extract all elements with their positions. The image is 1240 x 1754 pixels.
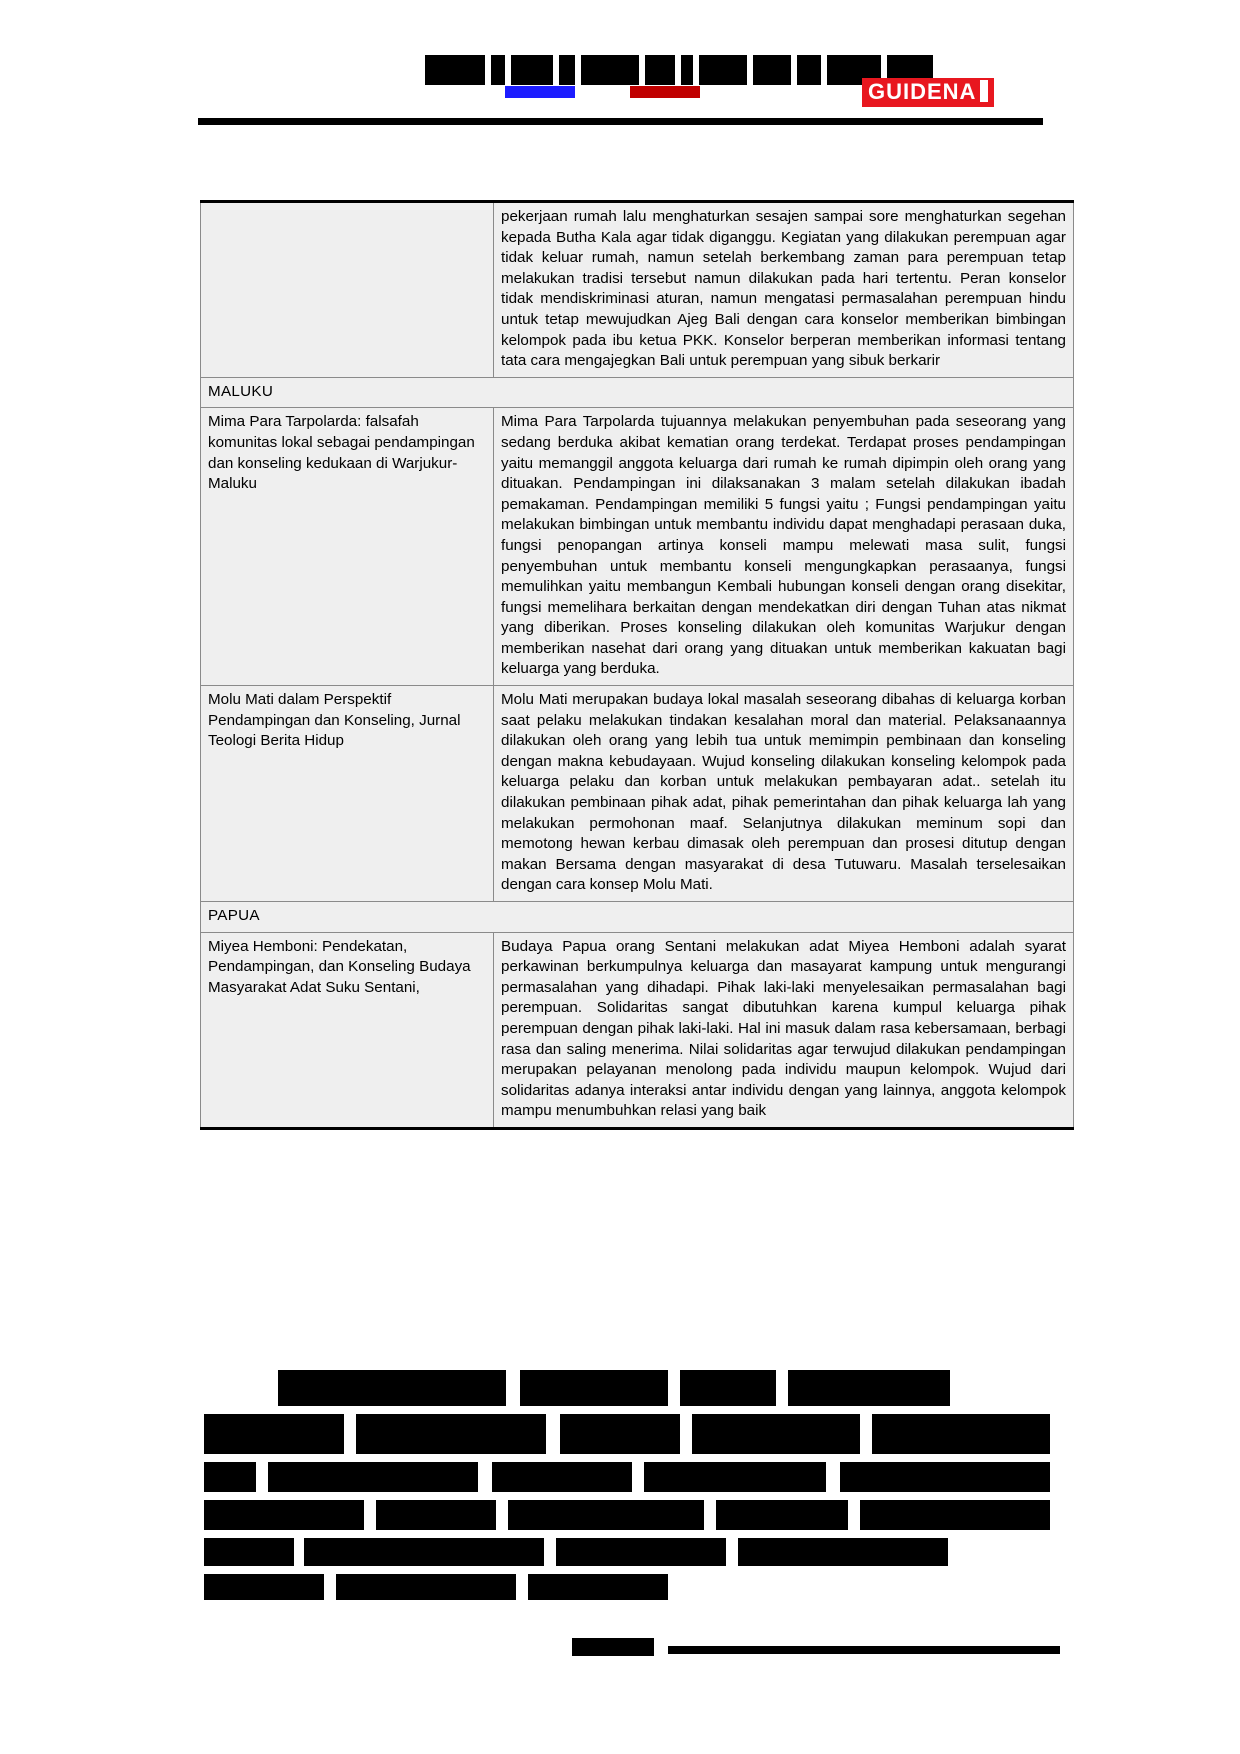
- table-region-row: [201, 902, 1074, 933]
- masthead-issn-line: [505, 86, 735, 98]
- journal-logo: [862, 78, 994, 107]
- literature-review-table: [200, 200, 1074, 1130]
- issn-online-badge: [630, 86, 700, 98]
- page-masthead: [0, 0, 1240, 140]
- table-cell-title: Miyea Hemboni: Pendekatan, Pendampingan, dan Konseling Budaya Masyarakat Adat Suku Sentani,: [201, 932, 494, 1128]
- region-label-maluku: MALUKU: [201, 377, 1074, 408]
- masthead-rule: [198, 118, 1043, 125]
- page-footer-marks: [0, 1630, 1240, 1690]
- table-cell-description: Mima Para Tarpolarda tujuannya melakukan penyembuhan pada seseorang yang sedang berduka akibat kematian orang terdekat. Terdapat proses pendampingan yaitu memanggil anggota keluarga dari rumah ke rumah dipimpin oleh orang yang dituakan. Pendampingan ini dilaksanakan 3 malam setelah dilakukan ibadah pemakaman. Pendampingan memiliki 5 fungsi yaitu ; Fungsi pendampingan yaitu melakukan bimbingan untuk membantu individu dapat menghadapi perasaan duka, fungsi penopangan artinya konseli mampu melewati masa sulit, fungsi penyembuhan untuk membantu konseli mengungkapkan perasaanya, fungsi memulihkan yaitu membangun Kembali hubungan konseli dengan orang disekitar, fungsi memelihara berkaitan dengan mendekatkan diri dengan Tuhan atas nikmat yang diberikan. Proses konseling dilakukan oleh komunitas Warjukur dengan memberikan nasehat dari orang yang dituakan untuk memberikan kakuatan bagi keluarga yang berduka.: [494, 408, 1074, 686]
- table-row: [201, 202, 1074, 378]
- table-row: [201, 932, 1074, 1128]
- journal-logo-bar: [980, 80, 988, 102]
- journal-logo-text: GUIDENA: [868, 79, 977, 104]
- table-row: [201, 686, 1074, 902]
- issn-print-badge: [505, 86, 575, 98]
- table-row: [201, 408, 1074, 686]
- table-cell-title: [201, 202, 494, 378]
- table-cell-title: Molu Mati dalam Perspektif Pendampingan dan Konseling, Jurnal Teologi Berita Hidup: [201, 686, 494, 902]
- region-label-papua: PAPUA: [201, 902, 1074, 933]
- obscured-body-text: [0, 1370, 1240, 1630]
- table-cell-description: Budaya Papua orang Sentani melakukan adat Miyea Hemboni adalah syarat perkawinan berkumpulnya keluarga dan masayarat kampung untuk mengurangi permasalahan yang dihadapi. Pihak laki-laki menyelesaikan permasalahan bagi perempuan. Solidaritas sangat dibutuhkan karena kumpul keluarga pihak perempuan dengan pihak laki-laki. Hal ini masuk dalam rasa kebersamaan, berbagi rasa dan saling menerima. Nilai solidaritas agar terwujud dilakukan pendampingan merupakan pelayanan menolong pada individu maupun kelompok. Wujud dari solidaritas adanya interaksi antar individu dengan yang lainnya, anggota kelompok mampu menumbuhkan relasi yang baik: [494, 932, 1074, 1128]
- table-cell-description: pekerjaan rumah lalu menghaturkan sesajen sampai sore menghaturkan segehan kepada Butha Kala agar tidak diganggu. Kegiatan yang dilakukan perempuan agar tidak keluar rumah, namun setelah berkembang zaman para perempuan tetap melakukan tradisi tersebut namun dilakukan pada hari tertentu. Peran konselor tidak mendiskriminasi aturan, namun mengatasi permasalahan perempuan hindu untuk tetap mewujudkan Ajeg Bali dengan cara konselor memberikan bimbingan kelompok pada ibu ketua PKK. Konselor berperan memberikan informasi tentang tata cara mengajegkan Bali untuk perempuan yang sibuk berkarir: [494, 202, 1074, 378]
- table-cell-description: Molu Mati merupakan budaya lokal masalah seseorang dibahas di keluarga korban saat pelaku melakukan tindakan kesalahan moral dan material. Pelaksanaannya dilakukan oleh orang yang lebih tua untuk memimpin pembinaan dan konseling dengan makna kebudayaan. Wujud konseling dilakukan konseling kelompok pada keluarga pelaku dan korban untuk melakukan pembayaran adat.. setelah itu dilakukan pembinaan pihak adat, pihak pemerintahan dan pihak keluarga lah yang melakukan permohonan maaf. Selanjutnya dilakukan meminum sopi dan memotong hewan kerbau dimasak oleh perempuan dan prosesi ditutup dengan makan Bersama dengan masyarakat di desa Tutuwaru. Masalah terselesaikan dengan cara konsep Molu Mati.: [494, 686, 1074, 902]
- table-cell-title: Mima Para Tarpolarda: falsafah komunitas lokal sebagai pendampingan dan konseling kedukaan di Warjukur-Maluku: [201, 408, 494, 686]
- table-region-row: [201, 377, 1074, 408]
